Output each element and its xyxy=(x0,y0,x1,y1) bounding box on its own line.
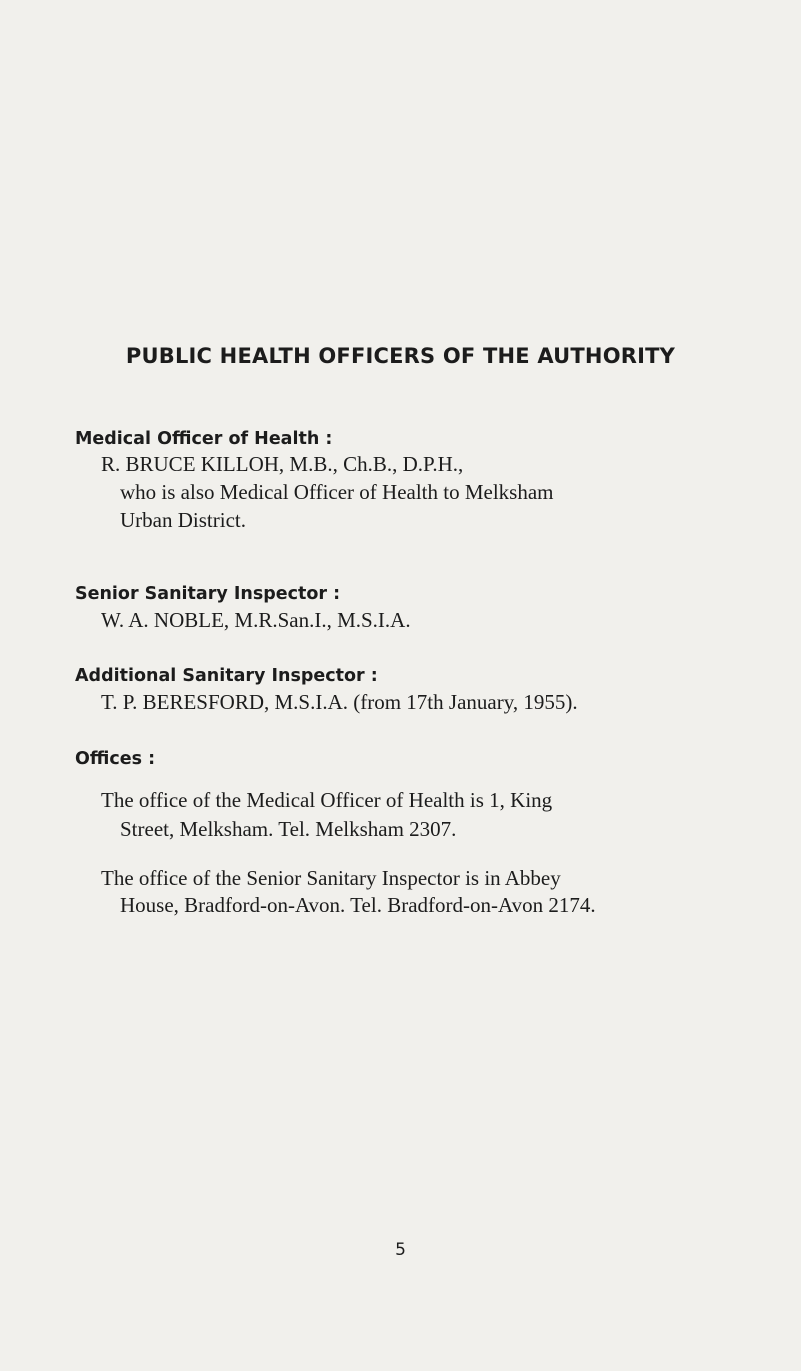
section-heading-additional-sanitary-inspector: Additional Sanitary Inspector : xyxy=(75,666,378,686)
officer-description-line: Urban District. xyxy=(120,508,246,532)
officer-name-line: W. A. NOBLE, M.R.San.I., M.S.I.A. xyxy=(101,608,411,632)
office-line: The office of the Senior Sanitary Inspector is in Abbey xyxy=(101,866,561,890)
page-number: 5 xyxy=(395,1240,406,1260)
officer-name-line: R. BRUCE KILLOH, M.B., Ch.B., D.P.H., xyxy=(101,452,464,476)
section-heading-offices: Offices : xyxy=(75,749,156,769)
office-line: Street, Melksham. Tel. Melksham 2307. xyxy=(120,817,457,841)
office-line: The office of the Medical Officer of Health is 1, King xyxy=(101,788,553,812)
page-title: PUBLIC HEALTH OFFICERS OF THE AUTHORITY xyxy=(125,344,676,368)
officer-description-line: who is also Medical Officer of Health to Melksham xyxy=(120,480,554,504)
officer-name-line: T. P. BERESFORD, M.S.I.A. (from 17th January, 1955). xyxy=(101,690,578,714)
section-heading-senior-sanitary-inspector: Senior Sanitary Inspector : xyxy=(75,584,341,604)
office-line: House, Bradford-on-Avon. Tel. Bradford-on-Avon 2174. xyxy=(120,893,596,917)
section-heading-medical-officer: Medical Officer of Health : xyxy=(75,429,333,449)
